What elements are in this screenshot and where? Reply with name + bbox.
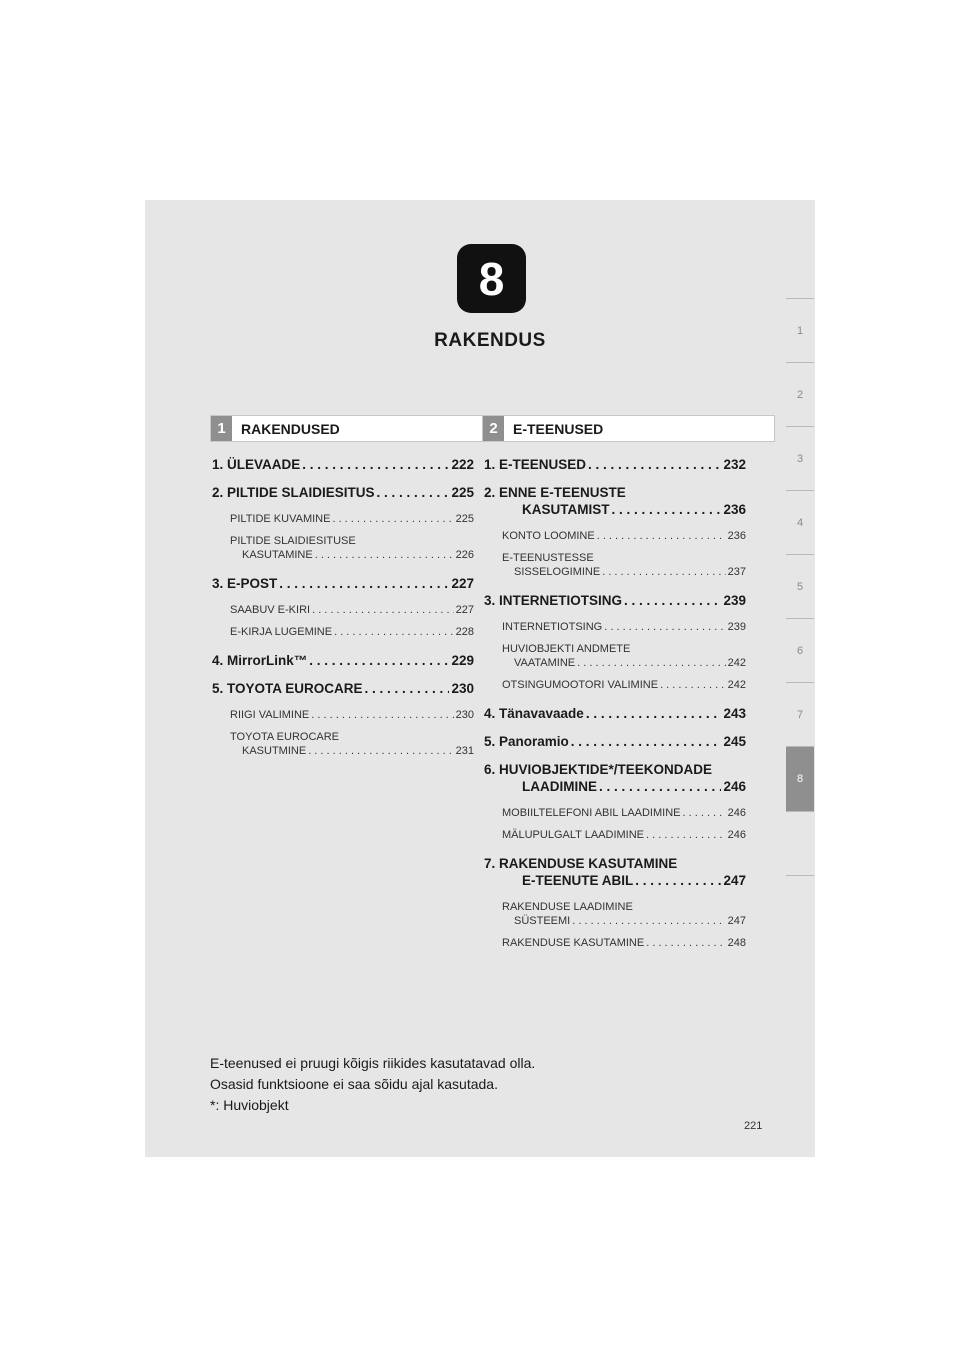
side-tab-label: 4	[796, 516, 804, 529]
toc-entry-page: 225	[451, 485, 474, 500]
toc-subentry-title: RIIGI VALIMINE	[230, 709, 310, 721]
toc-subentry-title: MÄLUPULGALT LAADIMINE	[502, 829, 645, 841]
toc-subentry-page: 227	[455, 604, 474, 616]
toc-subentry-title: RAKENDUSE LAADIMINE	[502, 901, 633, 913]
toc-entry-title: 2. ENNE E-TEENUSTE	[484, 485, 626, 500]
toc-subentry[interactable]	[502, 529, 746, 543]
toc-entry-page: 222	[451, 457, 474, 472]
page-number: 221	[744, 1120, 763, 1132]
footnote: Osasid funktsioone ei saa sõidu ajal kasutada.	[210, 1076, 498, 1092]
toc-subentry[interactable]	[230, 534, 474, 562]
side-tab-8-active[interactable]	[786, 746, 814, 811]
toc-entry-title: 5. Panoramio	[484, 734, 569, 749]
toc-entry[interactable]	[212, 680, 474, 697]
toc-subentry-title: MOBIILTELEFONI ABIL LAADIMINE	[502, 807, 681, 819]
toc-subentry-title: E-TEENUSTESSE	[502, 552, 594, 564]
toc-entry-title-cont: KASUTAMIST	[522, 502, 610, 517]
toc-entry-title-cont: LAADIMINE	[522, 779, 597, 794]
toc-entry[interactable]	[484, 761, 746, 795]
toc-entry-page: 247	[723, 873, 746, 888]
toc-subentry-title: OTSINGUMOOTORI VALIMINE	[502, 679, 659, 691]
toc-entry-title: 7. RAKENDUSE KASUTAMINE	[484, 856, 678, 871]
side-tab-6[interactable]	[786, 618, 814, 682]
footnote: *: Huviobjekt	[210, 1097, 289, 1113]
toc-subentry[interactable]	[230, 512, 474, 526]
section-label: RAKENDUSED	[241, 420, 340, 437]
toc-subentry[interactable]	[502, 551, 746, 579]
toc-subentry-title: KONTO LOOMINE	[502, 530, 595, 542]
toc-entry-title: 3. E-POST	[212, 576, 278, 591]
side-tab-1[interactable]	[786, 298, 814, 362]
toc-subentry-page: 228	[455, 626, 474, 638]
chapter-title: RAKENDUS	[434, 330, 546, 351]
toc-subentry[interactable]	[230, 603, 474, 617]
chapter-number-badge	[457, 244, 526, 313]
toc-subentry-page: 230	[455, 709, 474, 721]
footnotes	[210, 1053, 535, 1116]
toc-entry-title: 4. MirrorLink™	[212, 653, 308, 668]
toc-subentry-title: E-KIRJA LUGEMINE	[230, 626, 333, 638]
toc-entry-page: 246	[723, 779, 746, 794]
toc-subentry-title: HUVIOBJEKTI ANDMETE	[502, 643, 631, 655]
toc-subentry-title-cont: VAATAMINE	[514, 657, 576, 669]
toc-entry-title-cont: E-TEENUTE ABIL	[522, 873, 634, 888]
toc-subentry[interactable]	[502, 620, 746, 634]
chapter-number: 8	[478, 252, 505, 305]
side-tab-label: 2	[796, 388, 804, 401]
toc-subentry-page: 231	[455, 745, 474, 757]
side-tab-label: 8	[796, 773, 804, 785]
toc-subentry[interactable]	[502, 936, 746, 950]
side-tab-label: 5	[796, 580, 804, 593]
toc-subentry[interactable]	[230, 730, 474, 758]
toc-subentry-title-cont: KASUTMINE	[242, 745, 307, 757]
toc-entry-page: 229	[451, 653, 474, 668]
toc-subentry[interactable]	[502, 678, 746, 692]
toc-subentry[interactable]	[502, 900, 746, 928]
section-header-e-teenused	[482, 415, 775, 442]
toc-subentry-page: 242	[727, 657, 746, 669]
toc-subentry-page: 237	[727, 566, 746, 578]
toc-subentry-title: INTERNETIOTSING	[502, 621, 603, 633]
section-label: E-TEENUSED	[513, 420, 604, 437]
side-tab-label: 6	[796, 644, 804, 657]
side-tab-2[interactable]	[786, 362, 814, 426]
toc-subentry-page: 247	[727, 915, 746, 927]
toc-subentry[interactable]	[230, 625, 474, 639]
toc-entry-title: 1. E-TEENUSED	[484, 457, 587, 472]
toc-subentry-page: 248	[727, 937, 746, 949]
toc-entry[interactable]	[484, 484, 746, 518]
toc-entry-title: 3. INTERNETIOTSING	[484, 593, 623, 608]
toc-entry-page: 227	[451, 576, 474, 591]
toc-entry-page: 245	[723, 734, 746, 749]
toc-subentry-page: 246	[727, 807, 746, 819]
side-tab-label: 1	[796, 324, 804, 337]
toc-entry-title: 4. Tänavavaade	[484, 706, 584, 721]
toc-subentry[interactable]	[502, 806, 746, 820]
toc-subentry-title: PILTIDE SLAIDIESITUSE	[230, 535, 356, 547]
toc-entry-page: 243	[723, 706, 746, 721]
side-tab-3[interactable]	[786, 426, 814, 490]
section-header-rakendused	[210, 415, 503, 442]
toc-column-rakendused	[212, 456, 474, 766]
toc-entry[interactable]	[484, 733, 746, 750]
side-tab-label: 7	[796, 708, 804, 721]
toc-subentry-title: TOYOTA EUROCARE	[230, 731, 340, 743]
toc-entry-title: 1. ÜLEVAADE	[212, 457, 301, 472]
toc-subentry[interactable]	[502, 642, 746, 670]
side-tab-7[interactable]	[786, 682, 814, 746]
toc-entry[interactable]	[212, 575, 474, 592]
toc-subentry-page: 225	[455, 513, 474, 525]
toc-entry[interactable]	[212, 652, 474, 669]
toc-entry-title: 6. HUVIOBJEKTIDE*/TEEKONDADE	[484, 762, 713, 777]
footnote: E-teenused ei pruugi kõigis riikides kasutatavad olla.	[210, 1055, 536, 1071]
toc-column-e-teenused	[484, 456, 746, 958]
toc-entry[interactable]	[484, 592, 746, 609]
side-tab-5[interactable]	[786, 554, 814, 618]
toc-subentry-page: 246	[727, 829, 746, 841]
toc-subentry-page: 242	[727, 679, 746, 691]
toc-entry-page: 232	[723, 457, 746, 472]
toc-subentry-page: 226	[455, 549, 474, 561]
toc-entry-title: 5. TOYOTA EUROCARE	[212, 681, 363, 696]
toc-subentry-title-cont: KASUTAMINE	[242, 549, 313, 561]
toc-entry[interactable]	[484, 456, 746, 473]
toc-subentry[interactable]	[502, 828, 746, 842]
toc-entry-page: 230	[451, 681, 474, 696]
toc-subentry-page: 236	[727, 530, 746, 542]
side-tab-empty	[786, 811, 814, 876]
toc-entry-page: 239	[723, 593, 746, 608]
toc-entry[interactable]	[484, 705, 746, 722]
toc-subentry-title: PILTIDE KUVAMINE	[230, 513, 331, 525]
toc-entry-title: 2. PILTIDE SLAIDIESITUS	[212, 485, 375, 500]
toc-subentry-page: 239	[727, 621, 746, 633]
section-number: 2	[483, 416, 504, 441]
toc-entry[interactable]	[484, 855, 746, 889]
toc-subentry[interactable]	[230, 708, 474, 722]
side-tab-label: 3	[796, 452, 804, 465]
side-tab-4[interactable]	[786, 490, 814, 554]
toc-entry[interactable]	[212, 456, 474, 473]
section-number: 1	[211, 416, 232, 441]
toc-entry-page: 236	[723, 502, 746, 517]
toc-entry[interactable]	[212, 484, 474, 501]
toc-subentry-title: SAABUV E-KIRI	[230, 604, 311, 616]
toc-subentry-title-cont: SISSELOGIMINE	[514, 566, 601, 578]
chapter-side-tabs	[786, 298, 814, 876]
toc-subentry-title-cont: SÜSTEEMI	[514, 915, 571, 927]
toc-subentry-title: RAKENDUSE KASUTAMINE	[502, 937, 645, 949]
